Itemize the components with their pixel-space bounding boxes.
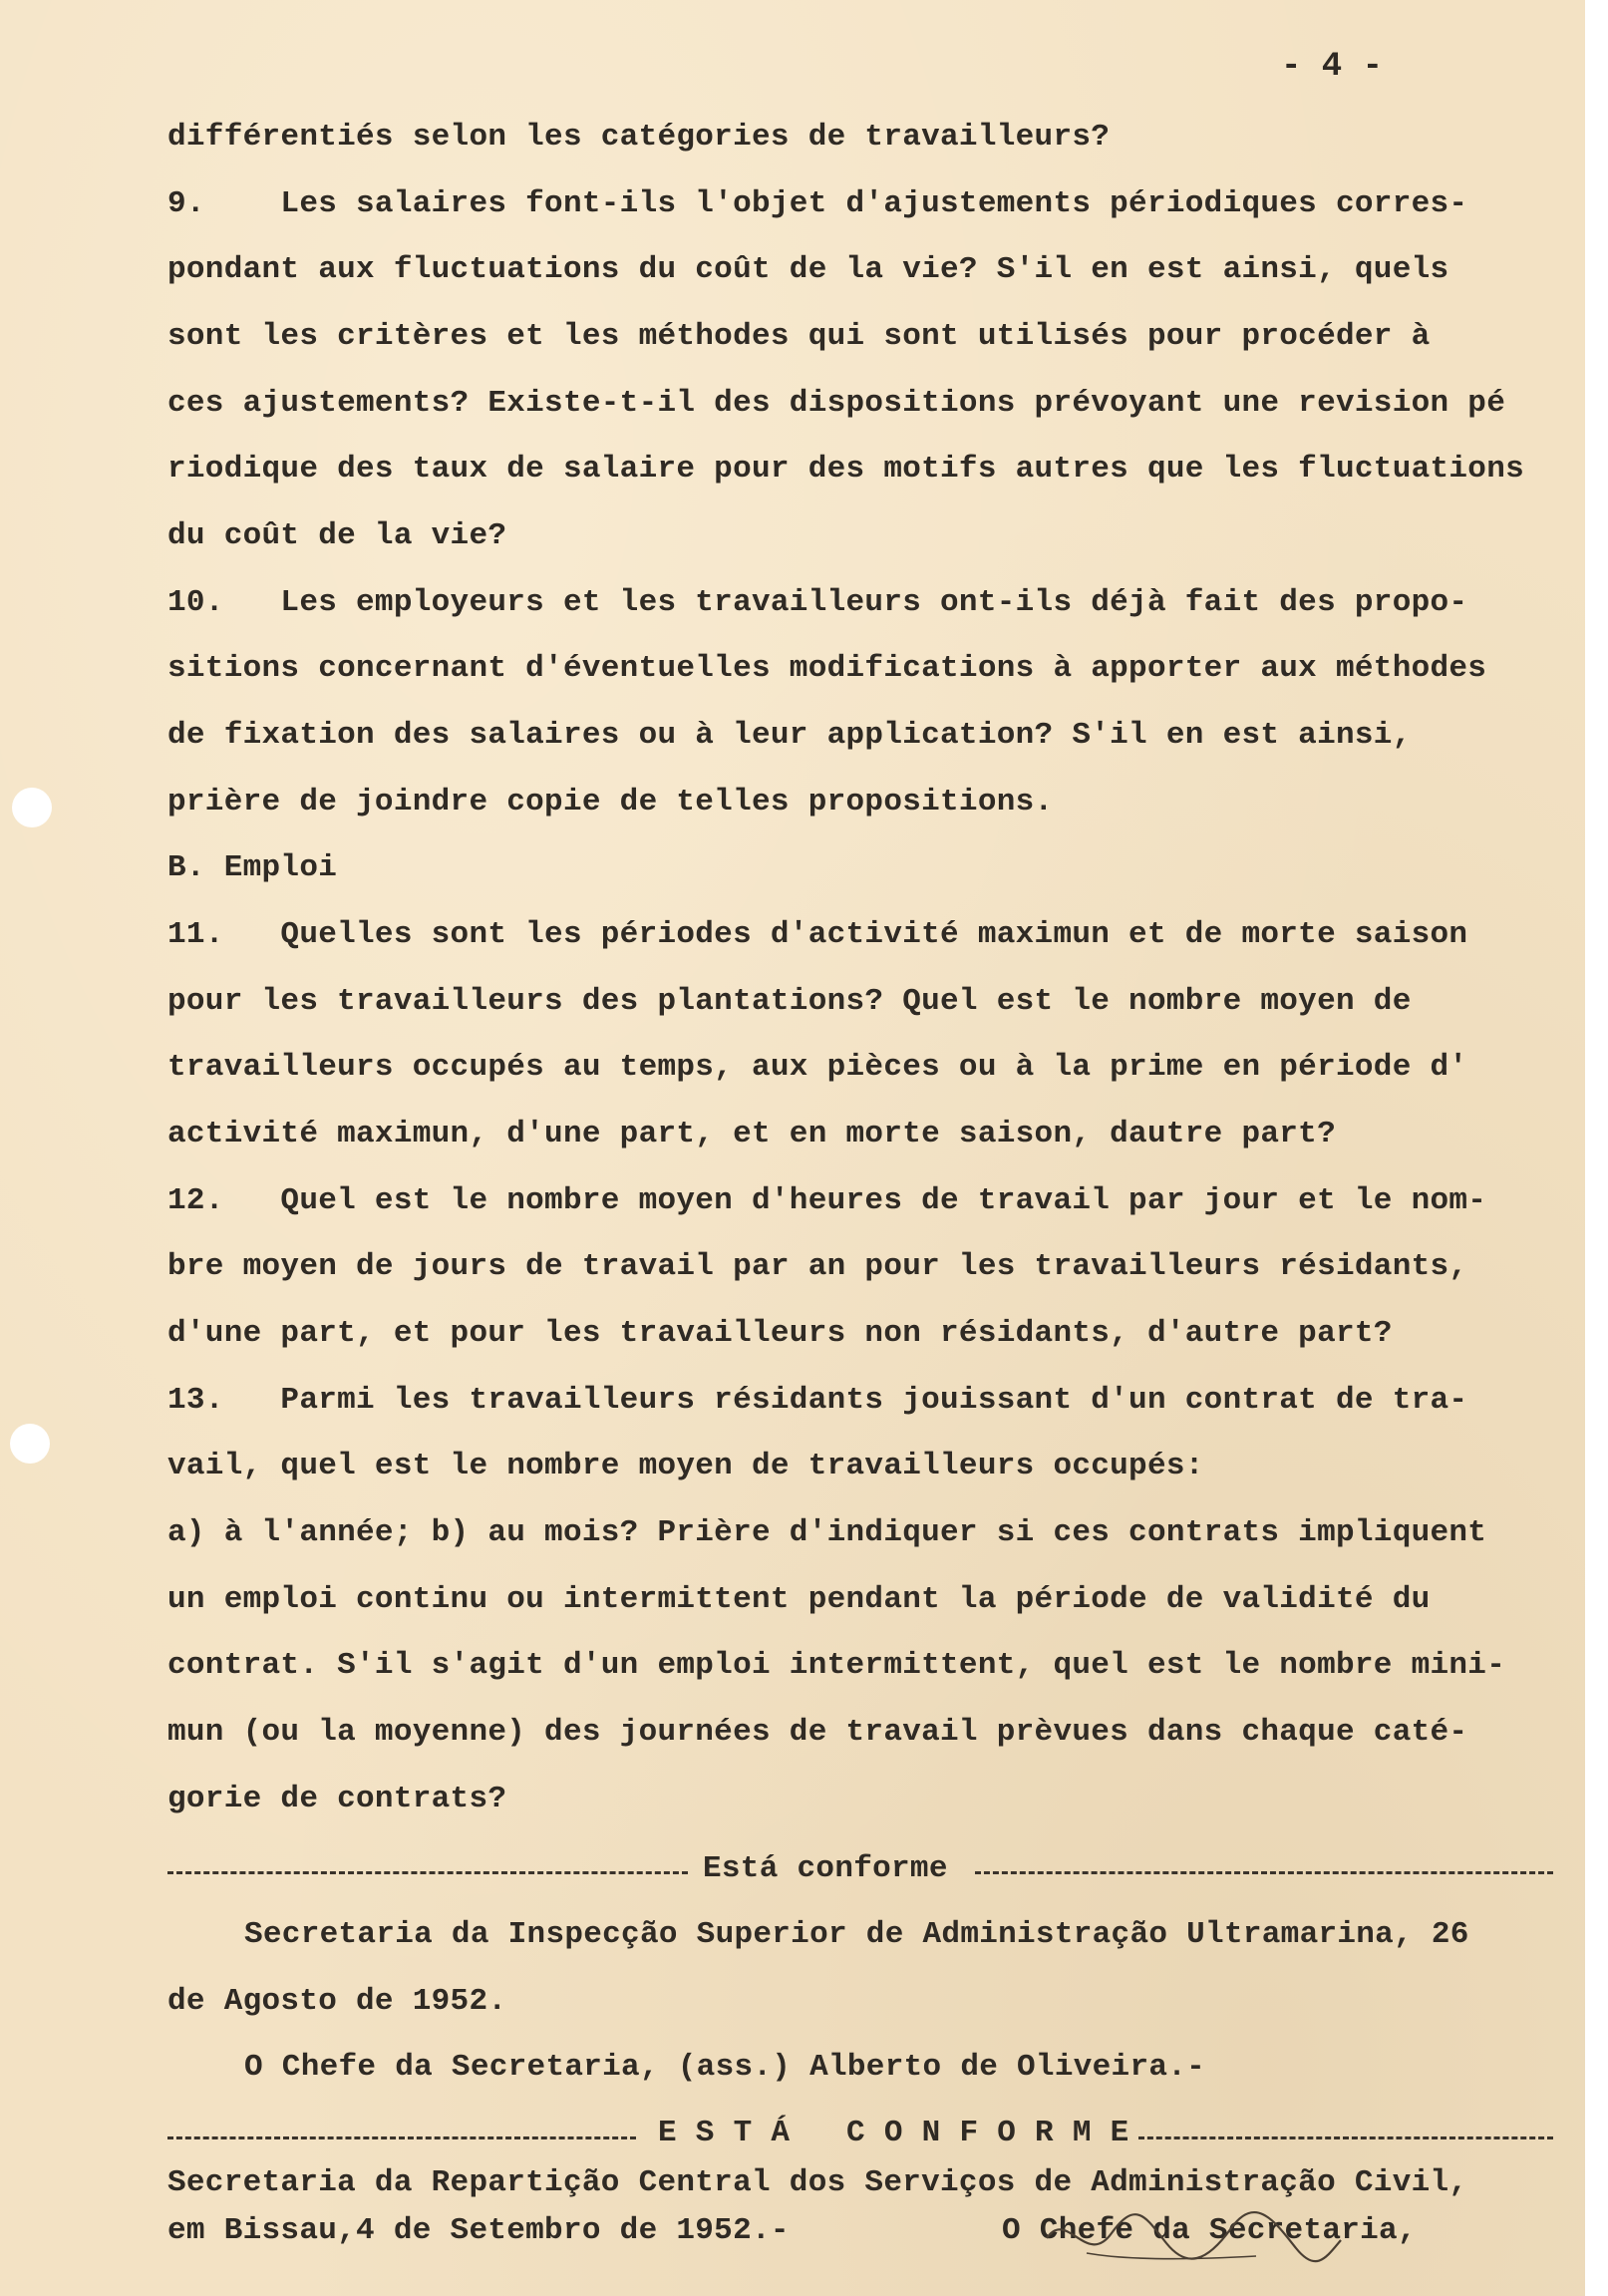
text-line: riodique des taux de salaire pour des motifs autres que les fluctuations: [167, 452, 1525, 487]
text-line: activité maximun, d'une part, et en morte saison, dautre part?: [167, 1117, 1336, 1151]
text-line: a) à l'année; b) au mois? Prière d'indiquer si ces contrats impliquent: [167, 1515, 1487, 1550]
text-line: pondant aux fluctuations du coût de la vie? S'il en est ainsi, quels: [167, 252, 1449, 287]
text-line: vail, quel est le nombre moyen de travailleurs occupés:: [167, 1449, 1204, 1483]
punch-hole: [10, 1424, 50, 1464]
final-secretaria-line: Secretaria da Repartição Central dos Serviços de Administração Civil,: [167, 2165, 1468, 2200]
conforme-stamp-2: E S T Á C O N F O R M E: [658, 2116, 1129, 2150]
text-line: de fixation des salaires ou à leur application? S'il en est ainsi,: [167, 718, 1412, 753]
text-line: gorie de contrats?: [167, 1782, 507, 1816]
text-line: prière de joindre copie de telles propositions.: [167, 785, 1054, 820]
text-line: un emploi continu ou intermittent pendant la période de validité du: [167, 1582, 1431, 1617]
page-number: - 4 -: [1281, 48, 1384, 86]
dashed-rule: [1138, 2136, 1553, 2139]
punch-hole: [12, 788, 52, 827]
handwritten-signature: [1027, 2198, 1346, 2278]
section-heading-emploi: B. Emploi: [167, 850, 338, 885]
text-line: contrat. S'il s'agit d'un emploi intermittent, quel est le nombre mini-: [167, 1648, 1506, 1683]
final-date-line: em Bissau,4 de Setembro de 1952.-: [167, 2213, 790, 2248]
question-13-line: 13. Parmi les travailleurs résidants jouissant d'un contrat de tra-: [167, 1383, 1468, 1418]
secretaria-line: Secretaria da Inspecção Superior de Administração Ultramarina, 26: [244, 1917, 1469, 1952]
text-line: du coût de la vie?: [167, 518, 507, 553]
text-line: travailleurs occupés au temps, aux pièces ou à la prime en période d': [167, 1050, 1468, 1085]
question-10-line: 10. Les employeurs et les travailleurs ont-ils déjà fait des propo-: [167, 585, 1468, 620]
dashed-rule: [167, 2136, 636, 2139]
text-line: ces ajustements? Existe-t-il des dispositions prévoyant une revision pé: [167, 386, 1506, 421]
text-line: sitions concernant d'éventuelles modifications à apporter aux méthodes: [167, 651, 1487, 686]
conforme-stamp-1: Está conforme: [703, 1851, 948, 1886]
question-12-line: 12. Quel est le nombre moyen d'heures de travail par jour et le nom-: [167, 1183, 1487, 1218]
dashed-rule: [975, 1871, 1553, 1874]
date-line: de Agosto de 1952.: [167, 1984, 507, 2019]
text-line: pour les travailleurs des plantations? Quel est le nombre moyen de: [167, 984, 1412, 1019]
text-line: mun (ou la moyenne) des journées de travail prèvues dans chaque caté-: [167, 1715, 1468, 1750]
text-line: sont les critères et les méthodes qui sont utilisés pour procéder à: [167, 319, 1431, 354]
text-line: d'une part, et pour les travailleurs non résidants, d'autre part?: [167, 1316, 1393, 1351]
dashed-rule: [167, 1871, 688, 1874]
text-line: différentiés selon les catégories de travailleurs?: [167, 120, 1111, 155]
chefe-line: O Chefe da Secretaria, (ass.) Alberto de Oliveira.-: [244, 2050, 1206, 2085]
text-line: bre moyen de jours de travail par an pour les travailleurs résidants,: [167, 1249, 1468, 1284]
signature-label: O Chefe da Secretaria,: [1002, 2213, 1417, 2248]
question-11-line: 11. Quelles sont les périodes d'activité maximun et de morte saison: [167, 917, 1468, 952]
question-9-line: 9. Les salaires font-ils l'objet d'ajustements périodiques corres-: [167, 186, 1468, 221]
